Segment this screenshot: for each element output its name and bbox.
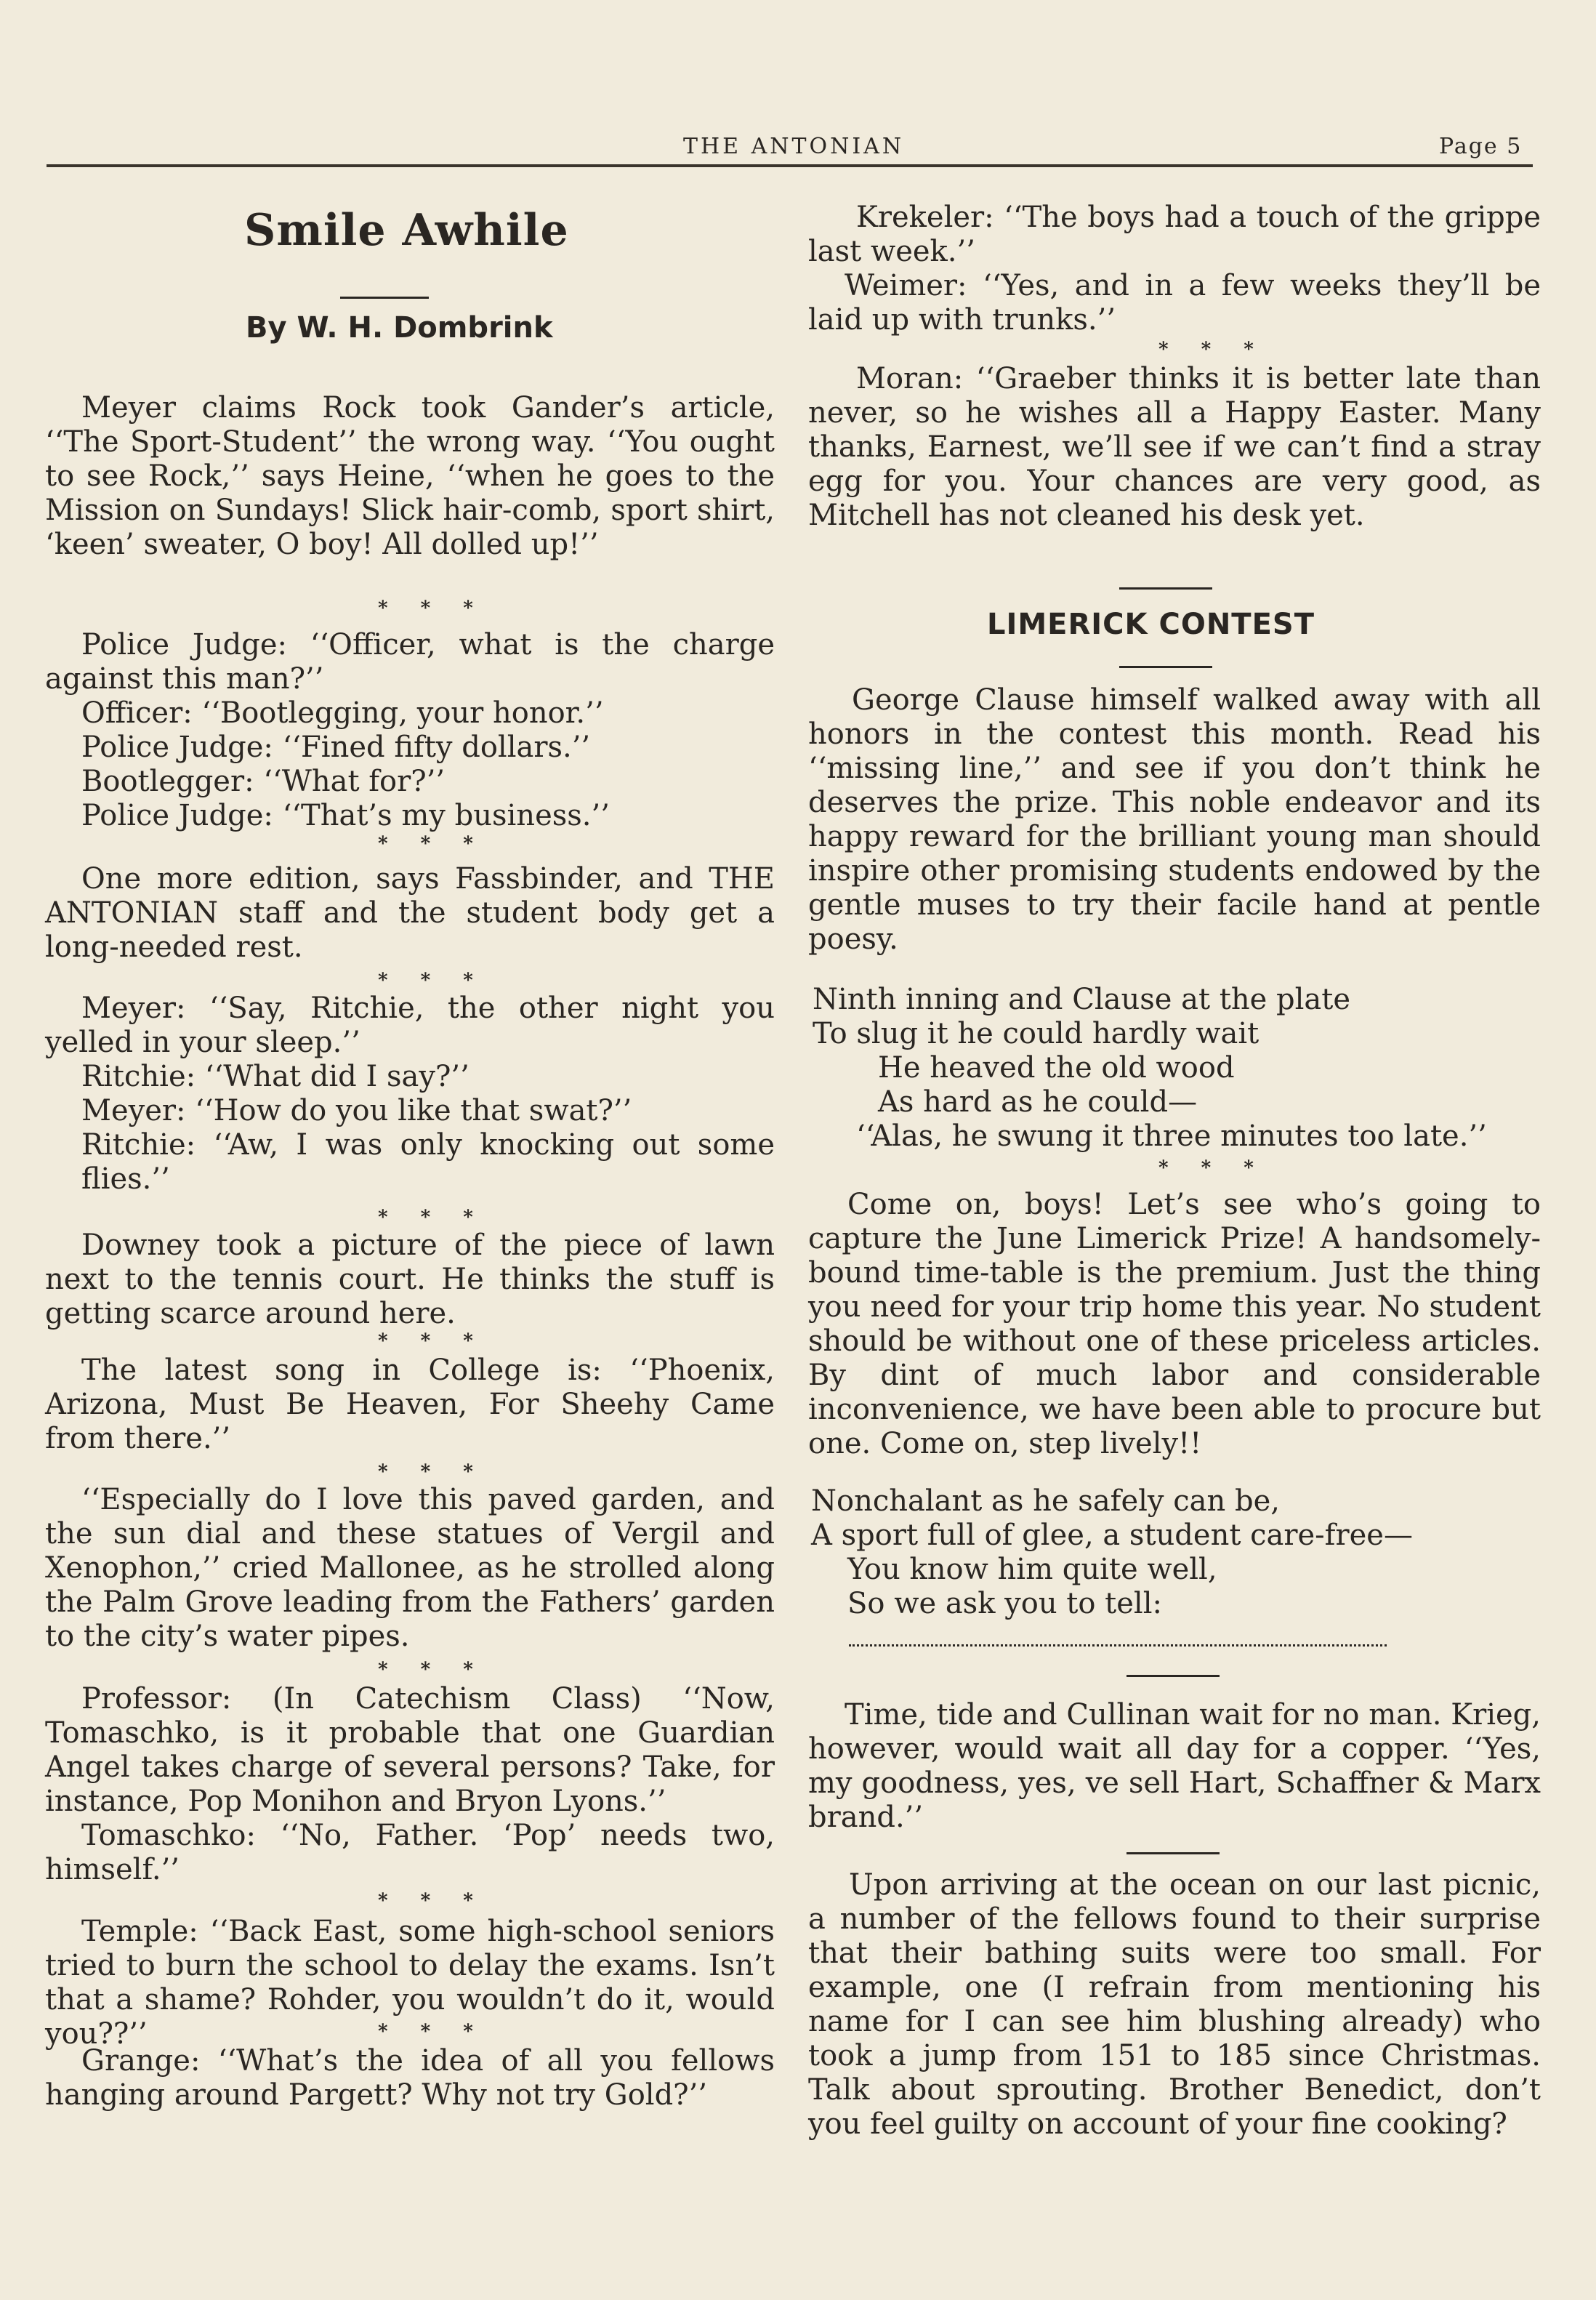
section-rule	[1119, 587, 1212, 590]
section-rule	[1127, 1852, 1220, 1854]
joke-meyer-ritchie: Meyer: ‘‘Say, Ritchie, the other night you yelled in your sleep.’’ Ritchie: ‘‘What did I say?’’ Meyer: ‘‘How do you like that swat?’’ Ritchie: ‘‘Aw, I was only knocking out some flies.’’	[45, 992, 775, 1196]
separator-stars: * * *	[378, 1207, 486, 1229]
joke-grange: Grange: ‘‘What’s the idea of all you fellows hanging around Pargett? Why not try Gold?’’	[45, 2044, 775, 2112]
separator-stars: * * *	[378, 2021, 486, 2043]
separator-stars: * * *	[378, 1890, 486, 1912]
joke-rock-sport-student: Meyer claims Rock took Gander’s article, ‘‘The Sport-Student’’ the wrong way. ‘‘You ought to see Rock,’’ says Heine, ‘‘when he goes to the Mission on Sundays! Slick hair-comb, sport shirt, ‘keen’ sweater, O boy! All dolled up!’’	[45, 391, 775, 561]
running-header-title: THE ANTONIAN	[683, 134, 905, 159]
joke-moran-easter: Moran: ‘‘Graeber thinks it is better late than never, so he wishes all a Happy Easter. Many thanks, Earnest, we’ll see if we can’t find a stray egg for you. Your chances are very good, as Mitchell has not cleaned his desk yet.	[808, 362, 1541, 532]
joke-latest-song: The latest song in College is: ‘‘Phoenix, Arizona, Must Be Heaven, For Sheehy Came from there.’’	[45, 1354, 775, 1455]
joke-police-judge: Police Judge: ‘‘Officer, what is the charge against this man?’’ Officer: ‘‘Bootlegging, your honor.’’ Police Judge: ‘‘Fined fifty dollars.’’ Bootlegger: ‘‘What for?’’ Police Judge: ‘‘That’s my business.’’	[45, 628, 775, 832]
joke-fassbinder: One more edition, says Fassbinder, and THE ANTONIAN staff and the student body get a long-needed rest.	[45, 862, 775, 964]
joke-downey: Downey took a picture of the piece of lawn next to the tennis court. He thinks the stuff is getting scarce around here.	[45, 1229, 775, 1330]
separator-stars: * * *	[378, 1659, 486, 1681]
joke-krekeler-weimer: Krekeler: ‘‘The boys had a touch of the grippe last week.’’ Weimer: ‘‘Yes, and in a few weeks they’ll be laid up with trunks.’’	[808, 201, 1541, 337]
joke-catechism: Professor: (In Catechism Class) ‘‘Now, Tomaschko, is it probable that one Guardian Angel takes charge of several persons? Take, for instance, Pop Monihon and Bryon Lyons.’’ Tomaschko: ‘‘No, Father. ‘Pop’ needs two, himself.’’	[45, 1682, 775, 1886]
section-rule	[1119, 666, 1212, 668]
section-rule	[1127, 1675, 1220, 1677]
picnic-bathing-suits: Upon arriving at the ocean on our last picnic, a number of the fellows found to their surprise that their bathing suits were too small. For example, one (I refrain from mentioning his name for I can see him blushing already) who took a jump from 151 to 185 since Christmas. Talk about sprouting. Brother Benedict, don’t you feel guilty on account of your fine cooking?	[808, 1868, 1541, 2141]
joke-cullinan-krieg: Time, tide and Cullinan wait for no man. Krieg, however, would wait all day for a copper. ‘‘Yes, my goodness, yes, ve sell Hart, Schaffner & Marx brand.’’	[808, 1698, 1541, 1834]
missing-line-blank	[849, 1644, 1387, 1646]
title-rule	[340, 297, 429, 299]
separator-stars: * * *	[378, 833, 486, 855]
separator-stars: * * *	[1158, 339, 1267, 361]
separator-stars: * * *	[378, 1461, 486, 1483]
separator-stars: * * *	[378, 1330, 486, 1352]
byline: By W. H. Dombrink	[246, 311, 553, 345]
separator-stars: * * *	[1158, 1157, 1267, 1179]
joke-mallonee: ‘‘Especially do I love this paved garden, and the sun dial and these statues of Vergil and Xenophon,’’ cried Mallonee, as he strolled along the Palm Grove leading from the Fathers’ garden to the city’s water pipes.	[45, 1483, 775, 1653]
limerick-contest-heading: LIMERICK CONTEST	[987, 608, 1315, 641]
column-title: Smile Awhile	[244, 205, 569, 256]
separator-stars: * * *	[378, 598, 486, 619]
separator-stars: * * *	[378, 970, 486, 992]
header-rule	[47, 164, 1533, 167]
contest-intro: George Clause himself walked away with all honors in the contest this month. Read his ‘‘missing line,’’ and see if you don’t think he deserves the prize. This noble endeavor and its happy reward for the brilliant young man should inspire other promising students endowed by the gentle muses to try their facile hand at pentle poesy.	[808, 683, 1541, 956]
contest-call: Come on, boys! Let’s see who’s going to capture the June Limerick Prize! A handsomely-bound time-table is the premium. Just the thing you need for your trip home this year. No student should be without one of these priceless articles. By dint of much labor and considerable inconvenience, we have been able to procure but one. Come on, step lively!!	[808, 1188, 1541, 1460]
joke-temple: Temple: ‘‘Back East, some high-school seniors tried to burn the school to delay the exams. Isn’t that a shame? Rohder, you wouldn’t do it, would you??’’	[45, 1915, 775, 2051]
june-limerick: Nonchalant as he safely can be, A sport full of glee, a student care-free— You know him quite well, So we ask you to tell:	[811, 1484, 1413, 1620]
page-number: Page 5	[1439, 134, 1523, 159]
winning-limerick: Ninth inning and Clause at the plate To slug it he could hardly wait He heaved the old wood As hard as he could— ‘‘Alas, he swung it three minutes too late.’’	[813, 983, 1487, 1153]
